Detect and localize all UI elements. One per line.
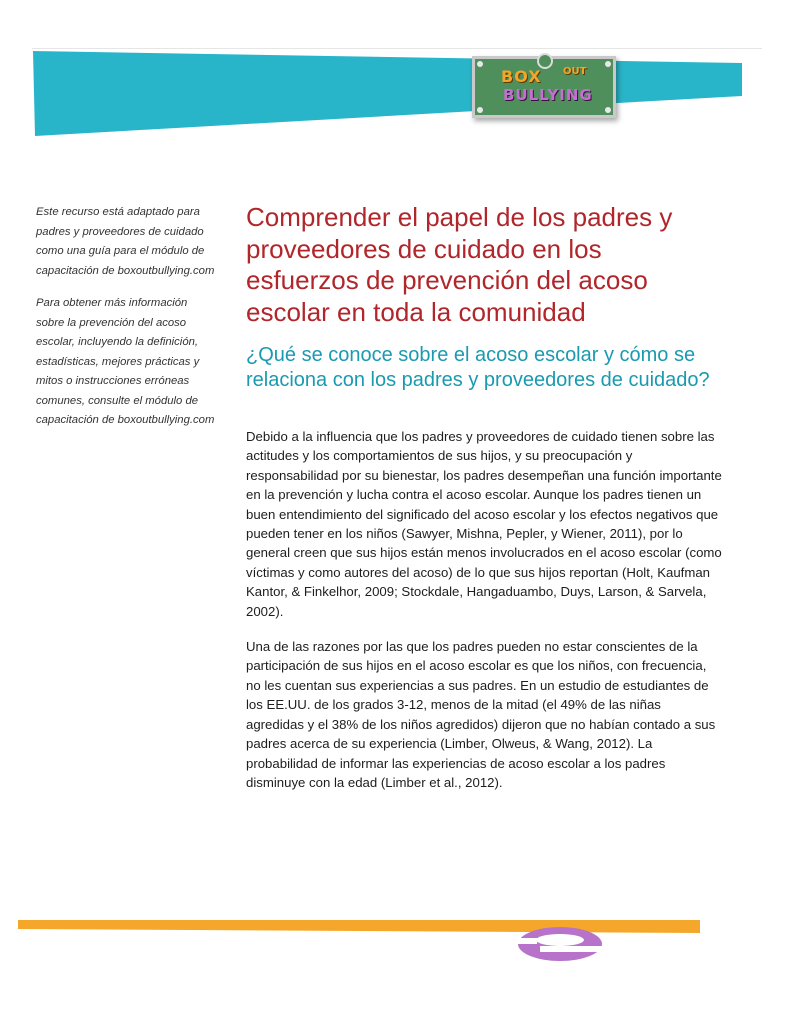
paragraph-2: Una de las razones por las que los padres pueden no estar conscientes de la participación de sus hijos en el acoso escolar es que los niños, con frecuencia, no les cuentan sus experiencias a sus padres. En un estudio de estudiantes de los EE.UU. de los grados 3-12, menos de la mitad (el 49% de las niñas agredidas y el 38% de los niños agredidos) dijeron que no habían contado a sus padres acerca de su experiencia (Limber, Olweus, & Wang, 2012). La probabilidad de informar las experiencias de acoso escolar a los padres disminuye con la edad (Limber et al., 2012).	[246, 639, 716, 790]
logo-rivet-icon	[605, 107, 611, 113]
logo-rivet-icon	[477, 61, 483, 67]
section-subtitle: ¿Qué se conoce sobre el acoso escolar y cómo se relaciona con los padres y proveedores de cuidado?	[246, 344, 710, 391]
footer-graphic	[0, 900, 791, 980]
header-banner	[0, 0, 791, 150]
page-title: Comprender el papel de los padres y proveedores de cuidado en los esfuerzos de prevención del acoso escolar en toda la comunidad	[246, 202, 673, 327]
paragraph-1: Debido a la influencia que los padres y proveedores de cuidado tienen sobre las actitudes y los comportamientos de sus hijos, y su preocupación y responsabilidad por su bienestar, los padres desempeñan una función importante en la prevención y lucha contra el acoso escolar. Aunque los padres tienen un buen entendimiento del significado del acoso escolar y los efectos negativos que pueden tener en los niños (Sawyer, Mishna, Pepler, y Wiener, 2011), por lo general creen que sus hijos están menos involucrados en el acoso escolar (como víctimas y como autores del acoso) de lo que sus hijos reportan (Holt, Kaufman Kantor, & Finkelhor, 2009; Stockdale, Hangaduambo, Duys, Larson, & Sarvela, 2002).	[246, 429, 722, 619]
sidebar	[36, 203, 216, 444]
sidebar-intro: Este recurso está adaptado para padres y proveedores de cuidado como una guía para el módulo de capacitación de boxoutbullying.com	[36, 206, 215, 277]
logo-text-bullying: BULLYING	[503, 86, 593, 104]
box-out-bullying-logo	[472, 56, 616, 118]
footer-bar	[18, 920, 700, 933]
logo-rivet-icon	[605, 61, 611, 67]
banner-band	[33, 51, 742, 136]
logo-rivet-icon	[477, 107, 483, 113]
logo-text-box: BOX	[501, 67, 542, 86]
footer-e-mark-icon	[517, 927, 602, 961]
logo-text-out: OUT	[563, 66, 587, 77]
body-text	[246, 427, 722, 808]
sidebar-more-info: Para obtener más información sobre la prevención del acoso escolar, incluyendo la definición, estadísticas, mejores prácticas y mitos o instrucciones erróneas comunes, consulte el módulo de capacitación de boxoutbullying.com	[36, 297, 215, 426]
